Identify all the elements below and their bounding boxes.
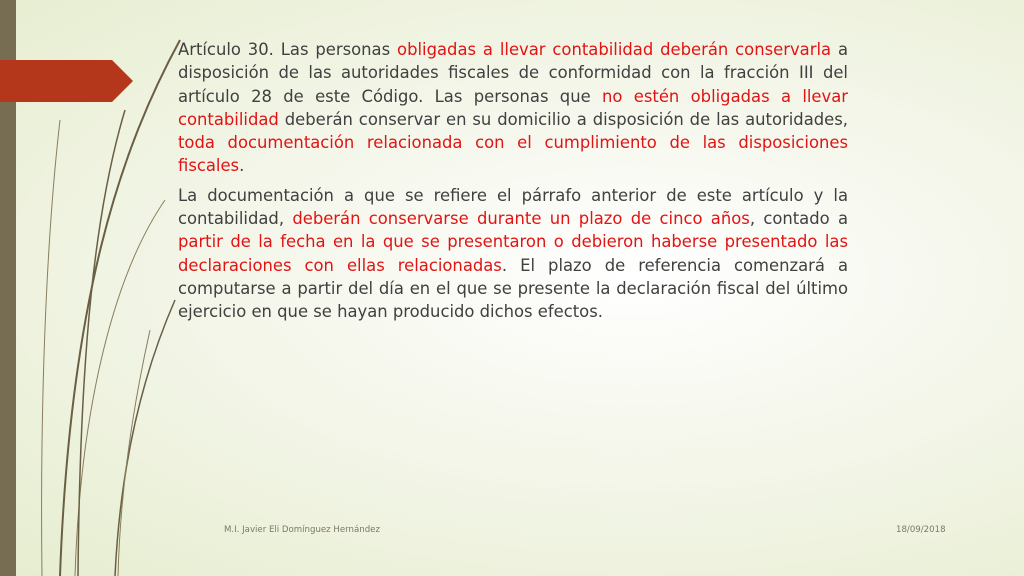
text-segment: Artículo 30. Las personas — [178, 40, 398, 59]
highlighted-segment: obligadas a llevar contabilidad deberán conservarla — [397, 40, 832, 59]
paragraph-article-30 — [178, 38, 848, 178]
text-segment: . El plazo de referencia comenzará a computarse a partir del día en el que se presente la declaración fiscal del último ejercicio en que se hayan producido dichos efectos. — [178, 255, 848, 322]
slide-body — [178, 38, 848, 330]
title-arrow-shape — [0, 60, 133, 102]
footer-author: M.I. Javier Eli Domínguez Hernández — [224, 525, 380, 535]
paragraph-documentation — [178, 184, 848, 324]
text-segment: La documentación a que se refiere el párrafo anterior de este artículo y la contabilidad, — [178, 185, 848, 229]
footer-date: 18/09/2018 — [896, 525, 946, 535]
text-segment: deberán conservar en su domicilio a disposición de las autoridades, — [278, 109, 848, 129]
highlighted-segment: toda documentación relacionada con el cumplimiento de las disposiciones fiscales — [178, 133, 848, 176]
text-segment: a disposición de las autoridades fiscales de conformidad con la fracción III del artículo 28 de este Código. Las personas que — [178, 40, 848, 106]
text-segment: , contado a — [749, 209, 848, 229]
highlighted-segment: deberán conservarse durante un plazo de cinco años — [292, 209, 750, 229]
highlighted-segment: no estén obligadas a llevar contabilidad — [178, 86, 848, 129]
highlighted-segment: partir de la fecha en la que se presentaron o debieron haberse presentado las declaraciones con ellas relacionadas — [178, 232, 848, 275]
text-segment: . — [239, 156, 245, 176]
